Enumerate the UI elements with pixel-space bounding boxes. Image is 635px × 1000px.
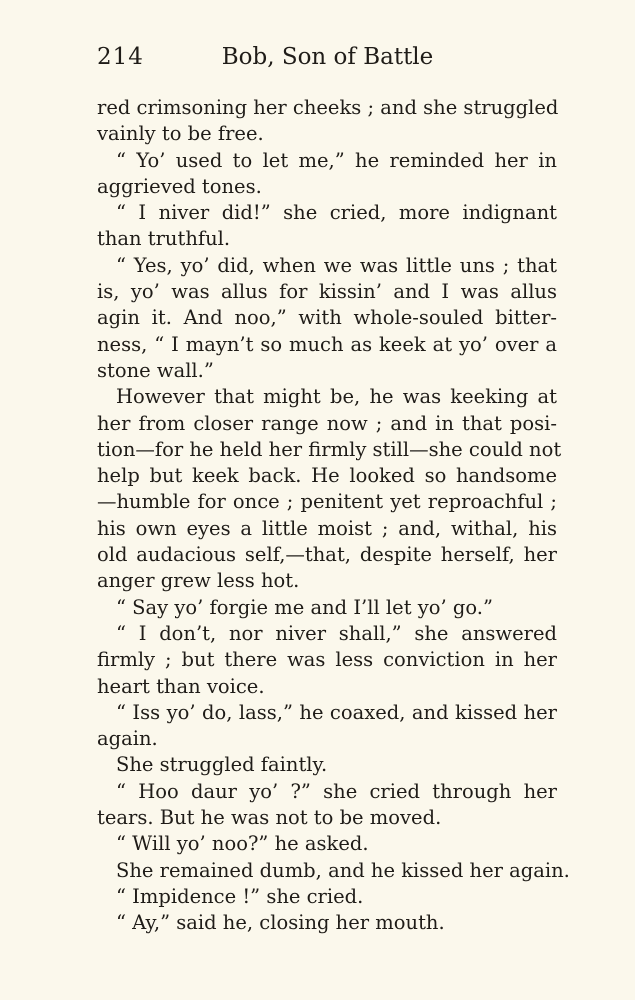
text-line: agin it. And noo,” with whole-souled bitter-: [97, 306, 557, 330]
page-number: 214: [97, 44, 144, 70]
text-line: tion—for he held her firmly still—she could not: [97, 437, 562, 461]
text-line: However that might be, he was keeking at: [116, 385, 557, 409]
running-header: [0, 44, 635, 80]
text-line: heart than voice.: [97, 674, 265, 698]
text-line: aggrieved tones.: [97, 174, 262, 198]
text-line: again.: [97, 727, 158, 751]
text-line: her from closer range now ; and in that posi-: [97, 411, 557, 435]
body-text: [0, 95, 635, 937]
text-line: anger grew less hot.: [97, 569, 300, 593]
text-line: help but keek back. He looked so handsome: [97, 464, 557, 488]
text-line: red crimsoning her cheeks ; and she struggled: [97, 96, 559, 119]
text-line: “ Iss yo’ do, lass,” he coaxed, and kissed her: [116, 700, 557, 724]
text-line: She remained dumb, and he kissed her again.: [116, 858, 570, 882]
text-line: is, yo’ was allus for kissin’ and I was allus: [97, 280, 557, 304]
text-line: than truthful.: [97, 227, 231, 251]
text-line: ness, “ I mayn’t so much as keek at yo’ over a: [97, 332, 557, 356]
text-line: “ Yo’ used to let me,” he reminded her in: [116, 148, 557, 172]
text-line: —humble for once ; penitent yet reproachful ;: [97, 490, 557, 514]
text-line: She struggled faintly.: [116, 753, 328, 777]
text-line: old audacious self,—that, despite herself, her: [97, 543, 557, 567]
text-line: “ I don’t, nor niver shall,” she answered: [116, 621, 557, 645]
text-line: stone wall.”: [97, 358, 214, 382]
text-line: “ Say yo’ forgie me and I’ll let yo’ go.”: [116, 595, 493, 619]
text-line: vainly to be free.: [97, 122, 264, 146]
text-line: “ Yes, yo’ did, when we was little uns ; that: [116, 253, 557, 277]
text-line: “ Impidence !” she cried.: [116, 884, 364, 908]
text-line: “ Ay,” said he, closing her mouth.: [116, 911, 445, 935]
text-line: “ I niver did!” she cried, more indignant: [116, 201, 557, 225]
text-line: “ Will yo’ noo?” he asked.: [116, 832, 369, 856]
running-title: Bob, Son of Battle: [221, 44, 434, 70]
text-line: tears. But he was not to be moved.: [97, 806, 442, 830]
text-line: “ Hoo daur yo’ ?” she cried through her: [116, 779, 557, 803]
text-line: firmly ; but there was less conviction in her: [97, 648, 557, 672]
text-line: his own eyes a little moist ; and, withal, his: [97, 516, 557, 540]
